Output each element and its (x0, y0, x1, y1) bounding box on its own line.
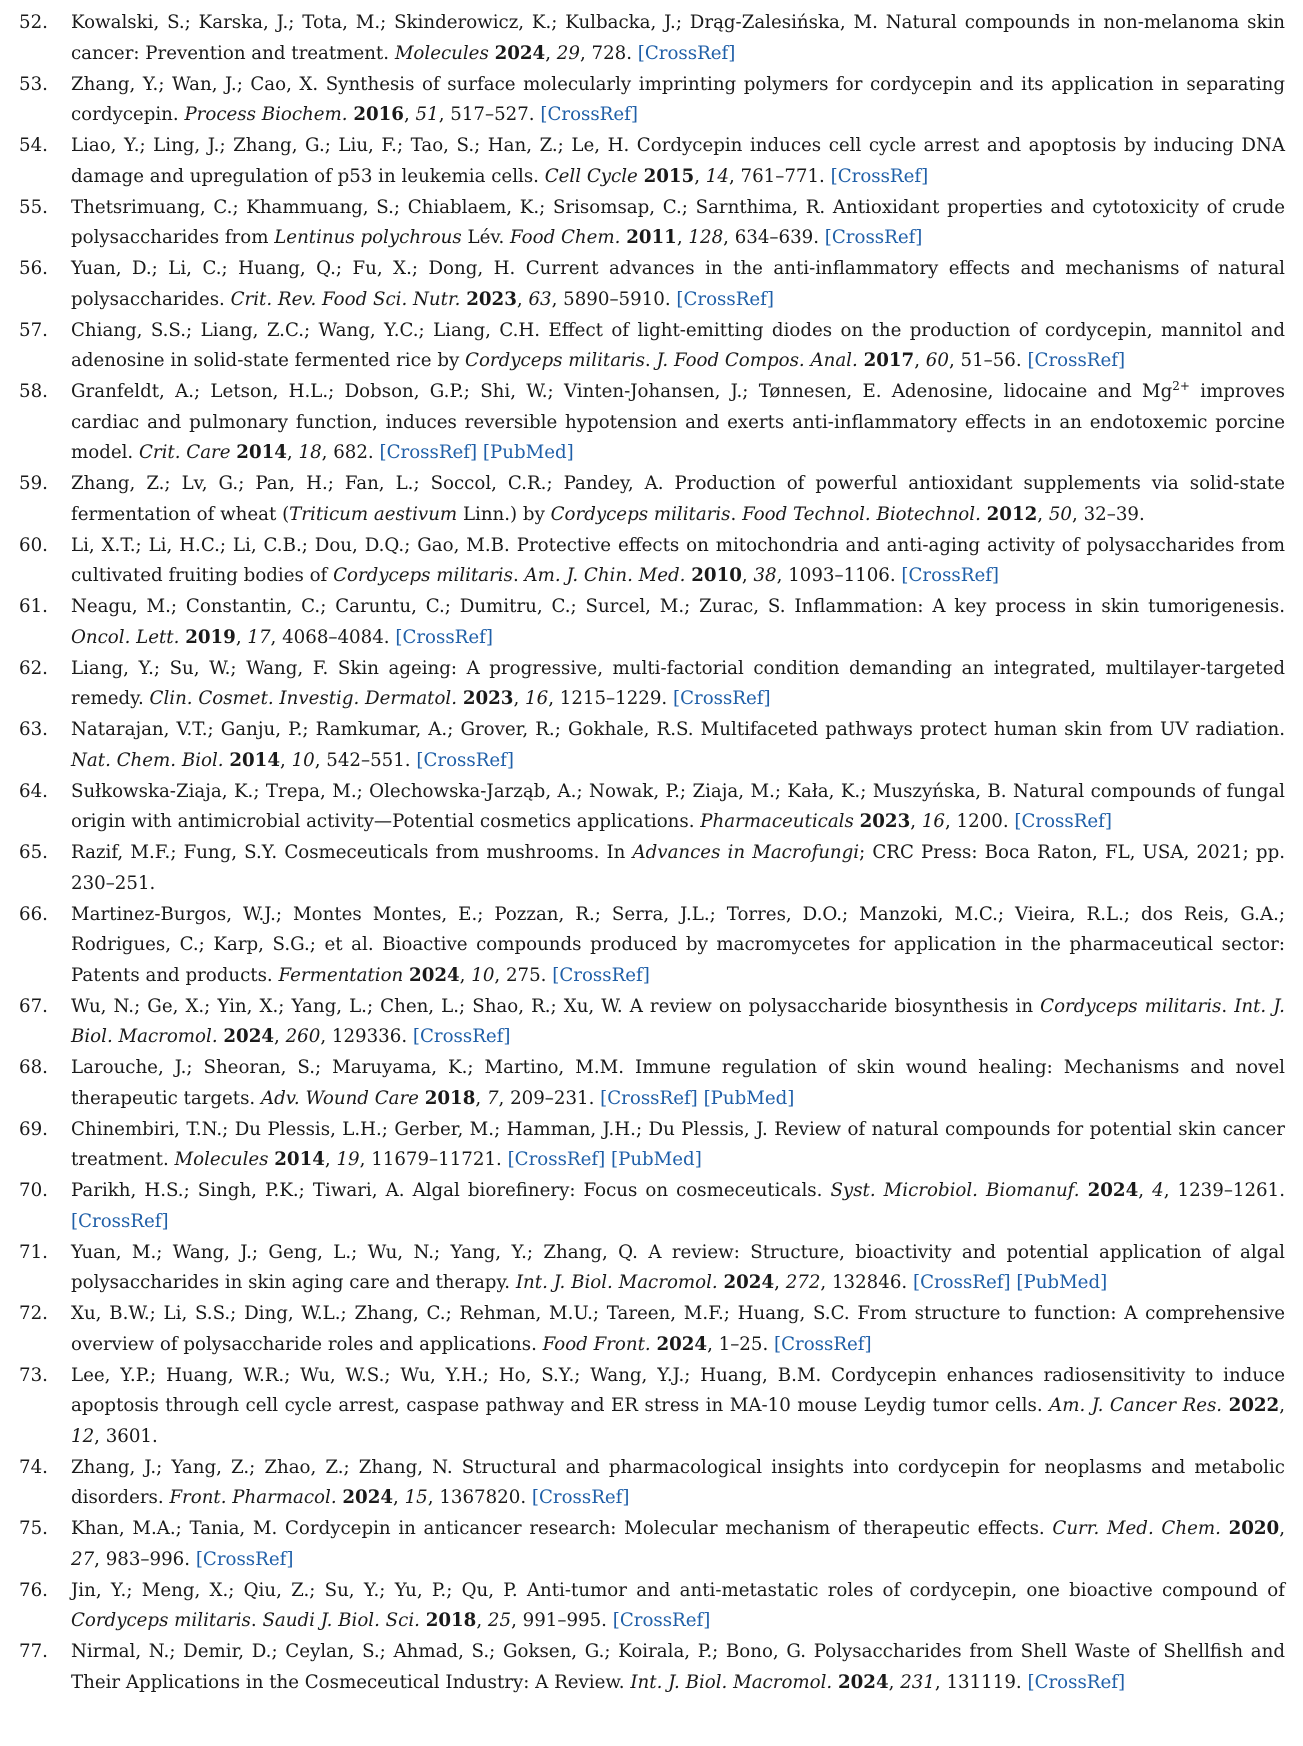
reference-text-segment: , (513, 688, 526, 709)
italic-text: Cell Cycle (544, 165, 638, 187)
italic-text: 15 (404, 1487, 428, 1508)
reference-text (71, 1242, 1285, 1294)
reference-number: 75. (19, 1518, 48, 1539)
reference-number: 66. (19, 903, 48, 925)
reference-item (0, 900, 1303, 992)
year: 2014 (236, 442, 287, 463)
reference-text-segment: Granfeldt, A.; Letson, H.L.; Dobson, G.P.; Shi, W.; Vinten-Johansen, J.; Tønnesen, E. Adenosine, lidocaine and Mg (71, 381, 1173, 402)
reference-number: 71. (19, 1241, 48, 1263)
reference-text-segment: Sułkowska-Ziaja, K.; Trepa, M.; Olechowska-Jarząb, A.; Nowak, P.; Ziaja, M.; Kała, K.; Muszyńska, B. Natural compounds of fungal origin with antimicrobial activity—Potential cosmetics applications. (71, 780, 1285, 832)
reference-text-segment: , (676, 227, 689, 248)
reference-text (71, 12, 1285, 64)
crossref-link[interactable]: [CrossRef] (540, 104, 638, 125)
italic-text: Crit. Rev. Food Sci. Nutr. (230, 288, 461, 310)
reference-number: 73. (19, 1364, 48, 1386)
reference-text (71, 1303, 1285, 1355)
reference-text-segment: Thetsrimuang, C.; Khammuang, S.; Chiablaem, K.; Srisomsap, C.; Sarnthima, R. Antioxidant properties and cytotoxicity of crude polysaccharides from (71, 196, 1285, 248)
crossref-link[interactable]: [CrossRef] (612, 1610, 711, 1631)
reference-number: 68. (19, 1057, 48, 1078)
italic-text: 60 (925, 350, 949, 371)
reference-number: 70. (19, 1180, 48, 1201)
reference-text (71, 1180, 1285, 1232)
crossref-link[interactable]: [CrossRef] (379, 442, 478, 463)
reference-number: 53. (19, 73, 48, 95)
crossref-link[interactable]: [CrossRef] (507, 1149, 606, 1170)
reference-text-segment: , (476, 1610, 488, 1631)
reference-text-segment: , 728. (579, 42, 638, 64)
reference-text (71, 258, 1285, 310)
reference-text-segment: Chinembiri, T.N.; Du Plessis, L.H.; Gerber, M.; Hamman, J.H.; Du Plessis, J. Review of natural compounds for potential skin cancer treatment. (71, 1118, 1285, 1170)
reference-list (0, 8, 1303, 1699)
italic-text: 260 (285, 1026, 321, 1047)
italic-text: Cordyceps militaris (1040, 995, 1222, 1017)
italic-text: Process Biochem. (184, 104, 348, 125)
italic-text: Clin. Cosmet. Investig. Dermatol. (149, 688, 458, 709)
reference-number: 57. (19, 319, 48, 341)
crossref-link[interactable]: [CrossRef] (774, 1333, 872, 1355)
reference-text-segment: , (393, 1487, 405, 1508)
reference-text-segment: , (274, 1026, 286, 1047)
reference-text-segment: improves cardiac and pulmonary function, induces reversible hypotension and exerts anti-inflammatory effects in an endotoxemic porcine model. (71, 381, 1285, 463)
reference-text-segment: , 132846. (820, 1272, 913, 1293)
italic-text: 10 (471, 964, 495, 986)
reference-text (71, 781, 1285, 833)
reference-item (0, 531, 1303, 592)
reference-text-segment: Natarajan, V.T.; Ganju, P.; Ramkumar, A.; Grover, R.; Gokhale, R.S. Multifaceted pathways protect human skin from UV radiation. (71, 719, 1285, 740)
reference-text-segment: , 1367820. (427, 1487, 532, 1508)
reference-text-segment: Parikh, H.S.; Singh, P.K.; Tiwari, A. Algal biorefinery: Focus on cosmeceuticals. (71, 1180, 831, 1201)
italic-text: 128 (688, 227, 724, 248)
reference-text-segment: . (250, 1610, 263, 1631)
reference-text-segment: , 4068–4084. (270, 626, 396, 648)
reference-text (71, 1365, 1285, 1447)
reference-text-segment: , (914, 350, 926, 371)
crossref-link[interactable]: [CrossRef] (395, 626, 493, 648)
reference-text (71, 1641, 1285, 1693)
reference-text-segment: , (694, 165, 706, 187)
year: 2024 (837, 1671, 889, 1693)
reference-text-segment (1080, 1180, 1088, 1201)
italic-text: Food Front. (542, 1333, 651, 1355)
reference-text-segment: , (403, 104, 416, 125)
italic-text: Cordyceps militaris (71, 1610, 251, 1631)
reference-text-segment: Wu, N.; Ge, X.; Yin, X.; Yang, L.; Chen, L.; Shao, R.; Xu, W. A review on polysaccharide biosynthesis in (71, 995, 1041, 1017)
reference-text (71, 197, 1285, 249)
reference-item (0, 1238, 1303, 1299)
reference-text-segment: Zhang, J.; Yang, Z.; Zhao, Z.; Zhang, N. Structural and pharmacological insights into cordycepin for neoplasms and metabolic disorders. (71, 1456, 1285, 1508)
reference-text (71, 135, 1285, 187)
reference-text-segment: , (545, 42, 557, 64)
reference-number: 56. (19, 258, 48, 279)
crossref-link[interactable]: [CrossRef] (912, 1272, 1011, 1293)
reference-item (0, 715, 1303, 776)
crossref-link[interactable]: [CrossRef] (416, 749, 514, 771)
reference-text (71, 473, 1285, 525)
reference-text-segment: Kowalski, S.; Karska, J.; Tota, M.; Skinderowicz, K.; Kulbacka, J.; Drąg-Zalesińska, M. Natural compounds in non-melanoma skin cancer: Prevention and treatment. (71, 12, 1285, 64)
crossref-link[interactable]: [CrossRef] (830, 165, 929, 187)
year: 2024 (223, 1026, 275, 1047)
reference-item (0, 70, 1303, 131)
reference-item (0, 316, 1303, 377)
reference-text-segment: Zhang, Z.; Lv, G.; Pan, H.; Fan, L.; Soccol, C.R.; Pandey, A. Production of powerful antioxidant supplements via solid-state fermentation of wheat ( (71, 473, 1285, 525)
italic-text: Triticum aestivum (289, 503, 458, 525)
italic-text: 29 (556, 42, 580, 64)
reference-text-segment: . (644, 350, 657, 371)
italic-text: 16 (525, 688, 549, 709)
reference-number: 74. (19, 1456, 48, 1478)
reference-text-segment: , (1279, 1518, 1285, 1539)
reference-text-segment: Linn.) by (457, 503, 551, 525)
crossref-link[interactable]: [CrossRef] (824, 227, 923, 248)
italic-text: 4 (1152, 1180, 1164, 1201)
italic-text: Int. J. Biol. Macromol. (630, 1671, 833, 1693)
year: 2020 (1228, 1518, 1280, 1539)
crossref-link[interactable]: [CrossRef] (600, 1087, 698, 1109)
reference-text-segment: Jin, Y.; Meng, X.; Qiu, Z.; Su, Y.; Yu, P.; Qu, P. Anti-tumor and anti-metastatic roles of cordycepin, one bioactive compound of (71, 1579, 1285, 1601)
italic-text: 18 (298, 442, 322, 463)
italic-text: Curr. Med. Chem. (1052, 1518, 1221, 1539)
italic-text: 50 (1048, 503, 1073, 525)
reference-text-segment (1221, 1518, 1229, 1539)
italic-text: Nat. Chem. Biol. (71, 749, 224, 771)
reference-number: 67. (19, 995, 48, 1017)
reference-number: 60. (19, 534, 48, 556)
crossref-link[interactable]: [CrossRef] (195, 1548, 294, 1570)
reference-text-segment: , 761–771. (728, 165, 831, 187)
italic-text: 17 (247, 626, 271, 648)
reference-text-segment: , 542–551. (314, 749, 417, 771)
reference-item (0, 1361, 1303, 1453)
year: 2024 (1087, 1180, 1139, 1201)
italic-text: 63 (528, 288, 552, 310)
year: 2014 (229, 749, 280, 771)
reference-item (0, 1053, 1303, 1114)
reference-text (71, 596, 1285, 648)
italic-text: Crit. Care (138, 442, 231, 463)
reference-item (0, 592, 1303, 653)
reference-text-segment: Lee, Y.P.; Huang, W.R.; Wu, W.S.; Wu, Y.H.; Ho, S.Y.; Wang, Y.J.; Huang, B.M. Cordycepin enhances radiosensitivity to induce apoptosis through cell cycle arrest, caspase pathway and ER stress in MA-10 mouse Leydig tumor cells. (71, 1364, 1285, 1416)
reference-item (0, 1115, 1303, 1176)
reference-item (0, 193, 1303, 254)
year: 2024 (723, 1272, 775, 1293)
reference-number: 59. (19, 473, 48, 494)
reference-text-segment: , 634–639. (723, 227, 825, 248)
italic-text: Pharmaceuticals (700, 811, 854, 832)
reference-text (71, 842, 1285, 894)
reference-number: 72. (19, 1303, 48, 1324)
reference-item (0, 777, 1303, 838)
year: 2024 (656, 1333, 708, 1355)
italic-text: Lentinus polychrous (274, 227, 462, 248)
reference-text-segment: , 5890–5910. (551, 288, 677, 310)
reference-item (0, 1453, 1303, 1514)
reference-number: 69. (19, 1118, 48, 1140)
crossref-link[interactable]: [CrossRef] (1027, 350, 1126, 371)
reference-text-segment: ; CRC Press: Boca Raton, FL, USA, 2021; pp. 230–251. (71, 842, 1285, 894)
reference-text (71, 535, 1285, 587)
italic-text: 27 (71, 1548, 95, 1570)
italic-text: Oncol. Lett. (71, 626, 180, 648)
reference-text-segment: Nirmal, N.; Demir, D.; Ceylan, S.; Ahmad, S.; Goksen, G.; Koirala, P.; Bono, G. Polysaccharides from Shell Waste of Shellfish and Their Applications in the Cosmeceutical Industry: A Review. (71, 1641, 1285, 1693)
reference-text-segment: . (512, 565, 525, 586)
reference-item (0, 254, 1303, 315)
reference-text-segment: Chiang, S.S.; Liang, Z.C.; Wang, Y.C.; Liang, C.H. Effect of light-emitting diodes on the production of cordycepin, mannitol and adenosine in solid-state fermented rice by (71, 319, 1285, 371)
superscript: 2+ (1172, 379, 1190, 393)
reference-text (71, 74, 1285, 126)
reference-text-segment: , 517–527. (438, 104, 541, 125)
reference-text-segment: Lév. (461, 227, 511, 248)
reference-text-segment: Liao, Y.; Ling, J.; Zhang, G.; Liu, F.; Tao, S.; Han, Z.; Le, H. Cordycepin induces cell cycle arrest and apoptosis by inducing DNA damage and upregulation of p53 in leukemia cells. (71, 135, 1285, 187)
italic-text: Int. J. Biol. Macromol. (515, 1272, 718, 1293)
crossref-link[interactable]: [CrossRef] (637, 42, 736, 64)
reference-item (0, 1637, 1303, 1698)
italic-text: Cordyceps militaris (333, 565, 513, 586)
reference-text-segment: Neagu, M.; Constantin, C.; Caruntu, C.; Dumitru, C.; Surcel, M.; Zurac, S. Inflammation: A key process in skin tumorigenesis. (71, 596, 1285, 617)
italic-text: Int. J. Biol. Macromol. (71, 995, 1285, 1047)
italic-text: 10 (291, 749, 315, 771)
crossref-link[interactable]: [CrossRef] (1014, 811, 1113, 832)
reference-item (0, 654, 1303, 715)
reference-text-segment: , 1093–1106. (776, 565, 902, 586)
reference-text-segment: , 131119. (934, 1671, 1028, 1693)
italic-text: 19 (336, 1149, 360, 1170)
crossref-link[interactable]: [CrossRef] (552, 964, 650, 986)
reference-text-segment: , (516, 288, 529, 310)
reference-item (0, 469, 1303, 530)
year: 2010 (691, 565, 742, 586)
reference-text-segment: , (459, 964, 472, 986)
italic-text: 272 (785, 1272, 821, 1293)
crossref-link[interactable]: [CrossRef] (672, 688, 771, 709)
reference-text-segment: , 682. (321, 442, 380, 463)
reference-text-segment: , 1–25. (707, 1333, 775, 1355)
reference-text (71, 381, 1285, 463)
year: 2018 (424, 1087, 476, 1109)
pubmed-link[interactable]: [PubMed] (1016, 1272, 1108, 1293)
reference-text-segment: Martinez-Burgos, W.J.; Montes Montes, E.; Pozzan, R.; Serra, J.L.; Torres, D.O.; Manzoki, M.C.; Vieira, R.L.; dos Reis, G.A.; Rodrigues, C.; Karp, S.G.; et al. Bioactive compounds produced by macromycetes for application in the pharmaceutical sector: Patents and products. (71, 903, 1285, 986)
italic-text: Fermentation (278, 964, 404, 986)
year: 2024 (342, 1487, 394, 1508)
italic-text: Molecules (394, 42, 489, 64)
reference-text-segment: . (730, 503, 743, 525)
reference-number: 64. (19, 780, 48, 802)
reference-text (71, 1057, 1285, 1109)
reference-text-segment: , 1239–1261. (1163, 1180, 1285, 1201)
reference-text-segment: Li, X.T.; Li, H.C.; Li, C.B.; Dou, D.Q.; Gao, M.B. Protective effects on mitochondria and anti-aging activity of polysaccharides from cultivated fruiting bodies of (71, 534, 1285, 586)
reference-text (71, 904, 1285, 986)
italic-text: Syst. Microbiol. Biomanuf. (830, 1180, 1080, 1201)
year: 2024 (409, 964, 460, 986)
reference-item (0, 131, 1303, 192)
year: 2018 (425, 1610, 477, 1631)
reference-text (71, 320, 1285, 372)
reference-text (71, 658, 1285, 710)
reference-text-segment: , 1200. (944, 811, 1015, 832)
italic-text: 25 (487, 1610, 512, 1631)
year: 2019 (185, 626, 236, 648)
reference-text (71, 1580, 1285, 1632)
year: 2012 (986, 503, 1038, 525)
year: 2024 (494, 42, 546, 64)
reference-item (0, 1514, 1303, 1575)
crossref-link[interactable]: [CrossRef] (1027, 1671, 1126, 1693)
reference-text-segment: Liang, Y.; Su, W.; Wang, F. Skin ageing: A progressive, multi-factorial condition demanding an integrated, multilayer-targeted remedy. (71, 657, 1285, 709)
reference-text-segment: Xu, B.W.; Li, S.S.; Ding, W.L.; Zhang, C.; Rehman, M.U.; Tareen, M.F.; Huang, S.C. From structure to function: A comprehensive overview of polysaccharide roles and applications. (71, 1303, 1285, 1355)
reference-text-segment: , 209–231. (498, 1087, 601, 1109)
reference-text-segment: , (1279, 1395, 1285, 1416)
reference-number: 52. (19, 12, 48, 33)
reference-number: 76. (19, 1579, 48, 1601)
italic-text: J. Food Compos. Anal. (656, 350, 858, 371)
reference-number: 61. (19, 596, 48, 617)
reference-text-segment: Larouche, J.; Sheoran, S.; Maruyama, K.; Martino, M.M. Immune regulation of skin wound healing: Mechanisms and novel therapeutic targets. (71, 1057, 1285, 1109)
reference-text-segment: , 32–39. (1072, 503, 1145, 525)
reference-text-segment: Zhang, Y.; Wan, J.; Cao, X. Synthesis of surface molecularly imprinting polymers for cordycepin and its application in separating cordycepin. (71, 73, 1285, 125)
reference-text-segment: Khan, M.A.; Tania, M. Cordycepin in anticancer research: Molecular mechanism of therapeutic effects. (71, 1518, 1053, 1539)
italic-text: 14 (705, 165, 729, 187)
italic-text: Food Chem. (510, 227, 621, 248)
pubmed-link[interactable]: [PubMed] (610, 1149, 702, 1170)
italic-text: Am. J. Chin. Med. (524, 565, 686, 586)
crossref-link[interactable]: [CrossRef] (676, 288, 774, 310)
reference-number: 55. (19, 196, 48, 218)
reference-number: 62. (19, 657, 48, 679)
crossref-link[interactable]: [CrossRef] (901, 565, 1000, 586)
italic-text: Molecules (174, 1149, 269, 1170)
reference-number: 58. (19, 381, 48, 402)
reference-number: 63. (19, 719, 48, 740)
reference-text-segment: , (475, 1087, 487, 1109)
italic-text: Adv. Wound Care (261, 1087, 419, 1109)
crossref-link[interactable]: [CrossRef] (71, 1210, 169, 1232)
italic-text: Food Technol. Biotechnol. (742, 503, 981, 525)
reference-item (0, 377, 1303, 469)
italic-text: Cordyceps militaris (550, 503, 731, 525)
year: 2016 (353, 104, 404, 125)
italic-text: Front. Pharmacol. (169, 1487, 337, 1508)
reference-text-segment: , 3601. (94, 1425, 158, 1447)
italic-text: 7 (486, 1087, 499, 1109)
reference-text-segment: , (774, 1272, 786, 1293)
pubmed-link[interactable]: [PubMed] (482, 442, 574, 463)
reference-text (71, 996, 1285, 1048)
italic-text: 38 (753, 565, 777, 586)
reference-text-segment: , (1037, 503, 1049, 525)
italic-text: Saudi J. Biol. Sci. (262, 1610, 420, 1631)
reference-text (71, 1119, 1285, 1171)
italic-text: 12 (71, 1425, 95, 1447)
crossref-link[interactable]: [CrossRef] (531, 1487, 630, 1508)
italic-text: 51 (415, 104, 439, 125)
reference-text-segment: , 51–56. (948, 350, 1028, 371)
reference-text-segment: , (286, 442, 299, 463)
reference-text (71, 1518, 1285, 1570)
year: 2015 (643, 165, 695, 187)
reference-text-segment: , (324, 1149, 337, 1170)
reference-text-segment: , 275. (494, 964, 553, 986)
italic-text: Advances in Macrofungi (632, 842, 860, 863)
year: 2011 (626, 227, 677, 248)
reference-text-segment: Yuan, D.; Li, C.; Huang, Q.; Fu, X.; Dong, H. Current advances in the anti-inflammatory effects and mechanisms of natural polysaccharides. (71, 258, 1285, 310)
reference-text-segment: , (235, 626, 248, 648)
crossref-link[interactable]: [CrossRef] (412, 1026, 511, 1047)
year: 2022 (1228, 1395, 1280, 1416)
reference-text-segment: Yuan, M.; Wang, J.; Geng, L.; Wu, N.; Yang, Y.; Zhang, Q. A review: Structure, bioactivity and potential application of algal polysaccharides in skin aging care and therapy. (71, 1241, 1285, 1293)
reference-text-segment: , 129336. (320, 1026, 413, 1047)
reference-text-segment: , (888, 1671, 901, 1693)
reference-text (71, 719, 1285, 771)
reference-text-segment: , (1138, 1180, 1153, 1201)
italic-text: Cordyceps militaris (465, 350, 645, 371)
year: 2014 (274, 1149, 325, 1170)
reference-text-segment: , 983–996. (94, 1548, 196, 1570)
reference-text-segment: , 11679–11721. (359, 1149, 508, 1170)
reference-number: 54. (19, 135, 48, 156)
reference-number: 77. (19, 1641, 48, 1662)
reference-text-segment: Razif, M.F.; Fung, S.Y. Cosmeceuticals from mushrooms. In (71, 842, 633, 863)
reference-text (71, 1457, 1285, 1509)
reference-item (0, 1299, 1303, 1360)
year: 2017 (863, 350, 915, 371)
reference-item (0, 8, 1303, 69)
reference-text-segment: , 991–995. (511, 1610, 613, 1631)
reference-item (0, 1176, 1303, 1237)
reference-item (0, 1576, 1303, 1637)
reference-item (0, 992, 1303, 1053)
pubmed-link[interactable]: [PubMed] (703, 1087, 795, 1109)
reference-number: 65. (19, 842, 48, 863)
reference-text-segment: . (1221, 995, 1235, 1017)
reference-item (0, 838, 1303, 899)
italic-text: 16 (921, 811, 945, 832)
italic-text: Am. J. Cancer Res. (1049, 1395, 1223, 1416)
year: 2023 (466, 288, 517, 310)
reference-text-segment: , (910, 811, 922, 832)
italic-text: 231 (900, 1671, 935, 1693)
reference-text-segment: , 1215–1229. (548, 688, 673, 709)
year: 2023 (462, 688, 514, 709)
reference-text-segment: , (741, 565, 754, 586)
year: 2023 (859, 811, 911, 832)
reference-text-segment: , (279, 749, 292, 771)
